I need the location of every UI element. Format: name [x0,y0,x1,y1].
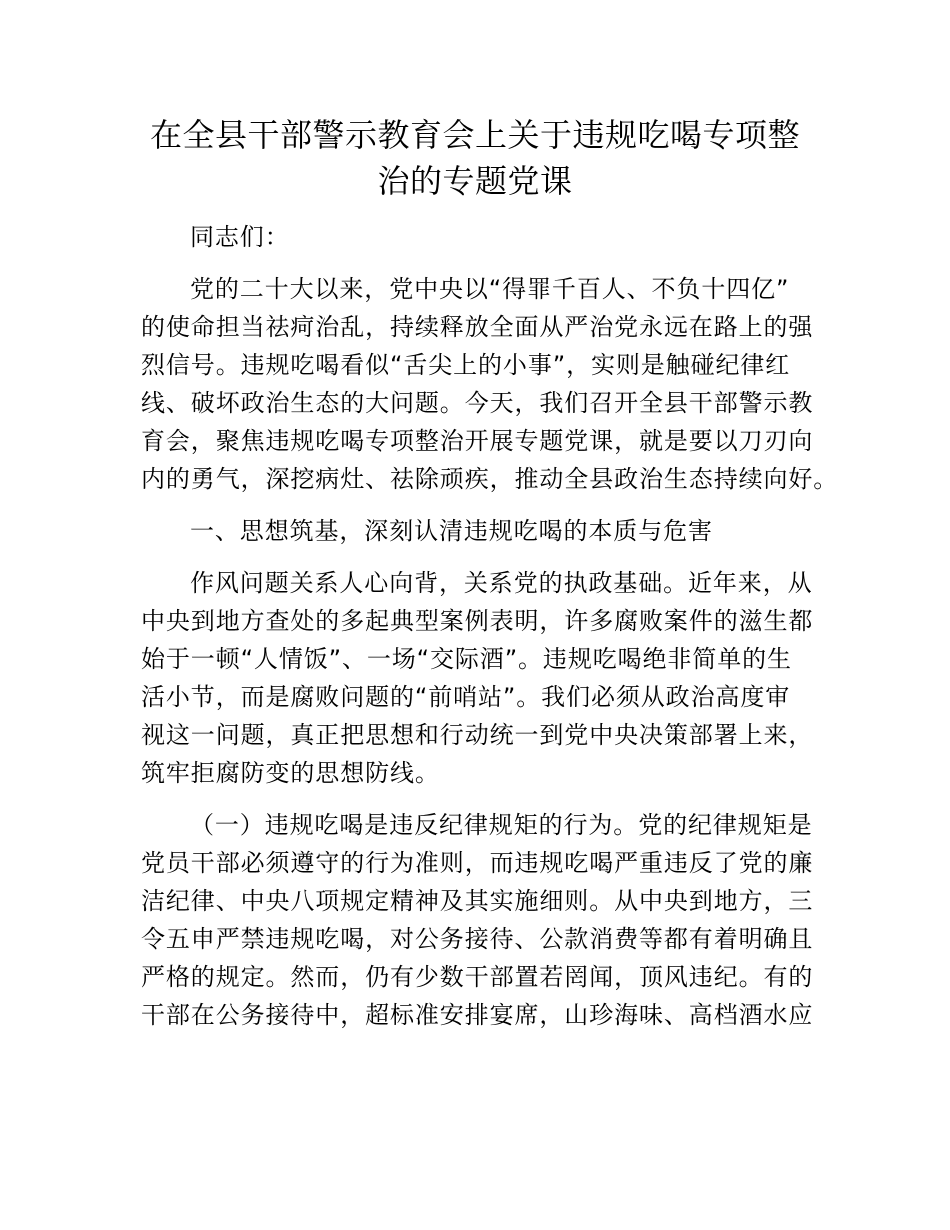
title-line: 治的专题党课 [377,162,573,200]
paragraph-line: 同志们： [190,223,290,251]
paragraph-line: 筑牢拒腐防变的思想防线。 [141,759,440,787]
paragraph-line: 线、破坏政治生态的大问题。今天，我们召开全县干部警示教 [141,389,814,417]
paragraph-line: 育会，聚焦违规吃喝专项整治开展专题党课，就是要以刀刃向 [141,427,814,455]
paragraph-line: 党员干部必须遵守的行为准则，而违规吃喝严重违反了党的廉 [141,849,814,877]
paragraph-line: 始于一顿“人情饭”、一场“交际酒”。违规吃喝绝非简单的生 [141,645,792,673]
paragraph-line: 令五申严禁违规吃喝，对公务接待、公款消费等都有着明确且 [141,925,814,953]
section-heading-text: 一、思想筑基，深刻认清违规吃喝的本质与危害 [190,517,713,545]
intro-paragraph [141,270,839,498]
document-body [141,218,839,1048]
paragraph-line: 烈信号。违规吃喝看似“舌尖上的小事”，实则是触碰纪律红 [141,351,791,379]
section-heading [141,512,821,550]
section-paragraph [141,564,821,792]
title-line: 在全县干部警示教育会上关于违规吃喝专项整 [149,116,800,154]
paragraph-line: 活小节，而是腐败问题的“前哨站”。我们必须从政治高度审 [141,683,791,711]
paragraph-line: 内的勇气，深挖病灶、祛除顽疾，推动全县政治生态持续向好。 [141,465,839,493]
paragraph-line: 干部在公务接待中，超标准安排宴席，山珍海味、高档酒水应 [141,1001,814,1029]
paragraph-line: 视这一问题，真正把思想和行动统一到党中央决策部署上来， [141,721,814,749]
document-title [100,112,850,204]
paragraph-line: 党的二十大以来，党中央以“得罪千百人、不负十四亿” [190,275,790,303]
paragraph-line: 的使命担当祛疴治乱，持续释放全面从严治党永远在路上的强 [141,313,814,341]
paragraph-line: 洁纪律、中央八项规定精神及其实施细则。从中央到地方，三 [141,887,814,915]
paragraph-line: （一）违规吃喝是违反纪律规矩的行为。党的纪律规矩是 [190,811,813,839]
paragraph-line: 作风问题关系人心向背，关系党的执政基础。近年来，从 [190,569,813,597]
subsection-paragraph [141,806,821,1034]
salutation [141,218,821,256]
paragraph-line: 中央到地方查处的多起典型案例表明，许多腐败案件的滋生都 [141,607,814,635]
paragraph-line: 严格的规定。然而，仍有少数干部置若罔闻，顶风违纪。有的 [141,963,814,991]
